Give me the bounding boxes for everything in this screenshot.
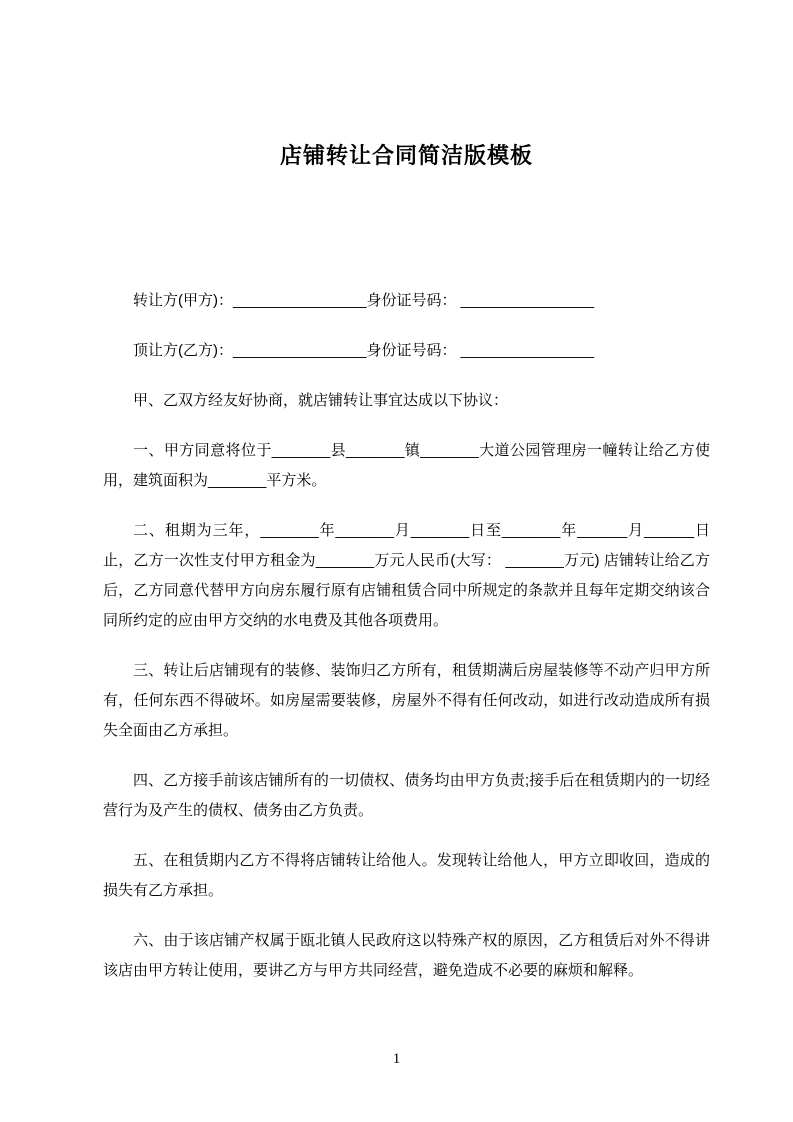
transferee-name-blank: ________________ [233, 342, 367, 359]
party-line-transferor [103, 286, 710, 316]
document-content [103, 138, 710, 1006]
clause-6: 六、由于该店铺产权属于瓯北镇人民政府这以特殊产权的原因，乙方租赁后对外不得讲该店由甲方转让使用，要讲乙方与甲方共同经营，避免造成不必要的麻烦和解释。 [103, 932, 710, 979]
transferor-id-blank: ________________ [460, 292, 595, 309]
clause-3: 三、转让后店铺现有的装修、装饰归乙方所有，租赁期满后房屋装修等不动产归甲方所有，任何东西不得破坏。如房屋需要装修，房屋外不得有任何改动，如进行改动造成所有损失全面由乙方承担。 [103, 662, 710, 739]
page-number: 1 [392, 1051, 401, 1067]
transferee-id-label: 身份证号码： [366, 342, 457, 359]
intro-paragraph: 甲、乙双方经友好协商，就店铺转让事宜达成以下协议： [133, 392, 509, 409]
clause-2: 二、租期为三年，_______年_______月_______日至_______年______月______日止，乙方一次性支付甲方租金为_______万元人民币(大写： _______万元) 店铺转让给乙方后，乙方同意代替甲方向房东履行原有店铺租赁合同中所规定的条款并且每年定期交纳该合同所约定的应由甲方交纳的水电费及其他各项费用。 [103, 522, 710, 629]
transferor-id-label: 身份证号码： [366, 292, 457, 309]
clause-1: 一、甲方同意将位于_______县_______镇_______大道公园管理房一幢转让给乙方使用，建筑面积为_______平方米。 [103, 442, 710, 489]
transferor-name-blank: ________________ [233, 292, 367, 309]
clause-5: 五、在租赁期内乙方不得将店铺转让给他人。发现转让给他人，甲方立即收回，造成的损失有乙方承担。 [103, 852, 710, 899]
transferee-label: 顶让方(乙方)： [133, 342, 233, 359]
transferee-id-blank: ________________ [460, 342, 595, 359]
clause-4: 四、乙方接手前该店铺所有的一切债权、债务均由甲方负责;接手后在租赁期内的一切经营行为及产生的债权、债务由乙方负责。 [103, 772, 710, 819]
party-line-transferee [103, 336, 710, 366]
transferor-label: 转让方(甲方)： [133, 292, 233, 309]
document-title: 店铺转让合同简洁版模板 [279, 143, 533, 168]
